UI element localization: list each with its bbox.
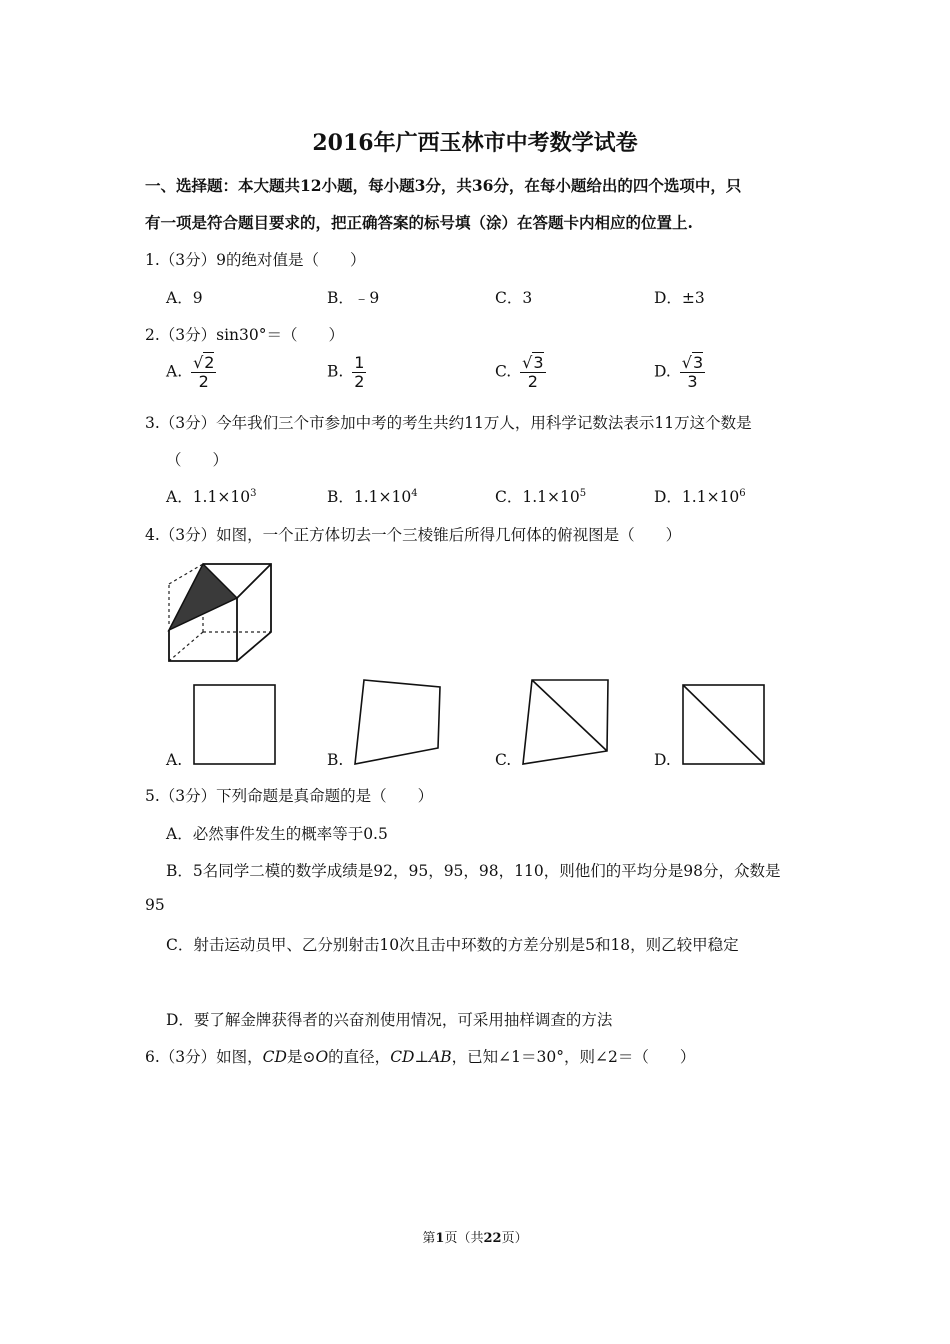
- question-5-option-b-continued: 95: [145, 896, 165, 914]
- question-2-option-c: [495, 354, 546, 391]
- segment-cd: CD: [390, 1048, 415, 1066]
- question-3-stem: 3.（3分）今年我们三个市参加中考的考生共约11万人，用科学记数法表示11万这个数是: [145, 414, 752, 432]
- numerator: √2: [193, 353, 215, 372]
- diagonal-line: [683, 685, 764, 764]
- segment-ab: AB: [429, 1048, 452, 1066]
- radicand: 2: [204, 353, 215, 372]
- stem-text: 的直径，: [328, 1048, 391, 1066]
- quadrilateral-shape: [355, 680, 440, 764]
- stem-text: 是⊙: [286, 1048, 316, 1066]
- question-3-option-d: [654, 485, 746, 507]
- option-text: B．1.1×10: [327, 488, 412, 506]
- footer-text: 页（共: [444, 1231, 484, 1246]
- question-2-stem: 2.（3分）sin30°＝（ ）: [145, 326, 345, 344]
- question-1-option-d: D．±3: [654, 289, 705, 307]
- radicand: 3: [692, 353, 704, 372]
- option-text: D．1.1×10: [654, 488, 740, 506]
- square-shape: [194, 685, 275, 764]
- question-2-option-a: [166, 354, 216, 391]
- section-instructions-line1: 一、选择题：本大题共12小题，每小题3分，共36分，在每小题给出的四个选项中，只: [145, 176, 742, 195]
- fraction: [520, 354, 545, 391]
- denominator: 2: [354, 372, 365, 391]
- quadrilateral-shape: [523, 680, 608, 764]
- section-instructions-line2: 有一项是符合题目要求的，把正确答案的标号填（涂）在答题卡内相应的位置上.: [145, 213, 693, 232]
- question-4-option-c-label: C.: [495, 751, 512, 769]
- cube-figure: [165, 560, 275, 665]
- question-4-option-d-label: D.: [654, 751, 671, 769]
- question-4-option-b-label: B.: [327, 751, 344, 769]
- question-5-option-c: C．射击运动员甲、乙分别射击10次且击中环数的方差分别是5和18，则乙较甲稳定: [166, 936, 739, 954]
- question-1-stem: 1.（3分）9的绝对值是（ ）: [145, 251, 366, 269]
- question-3-stem-continued: （ ）: [166, 451, 229, 469]
- exponent: 5: [579, 487, 587, 499]
- numerator: √3: [681, 353, 704, 372]
- page-number: 1: [435, 1231, 445, 1246]
- question-4-option-d-figure: [682, 684, 766, 766]
- question-4-option-a-figure: [193, 684, 277, 766]
- fraction: [680, 354, 705, 391]
- question-1-option-a: A．9: [166, 289, 203, 307]
- exponent: 3: [250, 487, 257, 499]
- option-text: A．1.1×10: [166, 488, 251, 506]
- visible-edge: [237, 564, 271, 598]
- question-2-option-b: [327, 354, 366, 391]
- option-label: B.: [327, 362, 344, 381]
- segment-cd: CD: [262, 1048, 287, 1066]
- circle-o: O: [315, 1048, 329, 1066]
- question-5-option-a: A．必然事件发生的概率等于0.5: [166, 825, 388, 843]
- question-4-option-c-figure: [521, 678, 611, 768]
- question-2-option-d: [654, 354, 705, 391]
- hidden-edge: [169, 632, 203, 661]
- perp-symbol: ⊥: [414, 1048, 430, 1066]
- question-3-option-a: [166, 485, 256, 507]
- page-footer: [0, 1227, 950, 1246]
- question-4-option-b-figure: [353, 678, 443, 768]
- denominator: 3: [687, 372, 698, 391]
- denominator: 2: [198, 372, 209, 391]
- option-label: A.: [166, 362, 183, 381]
- question-3-option-c: [495, 485, 586, 507]
- footer-text: 第: [422, 1231, 436, 1246]
- option-text: C．1.1×10: [495, 488, 580, 506]
- page-total: 22: [483, 1231, 502, 1246]
- exponent: 6: [739, 487, 746, 499]
- question-5-option-b: B．5名同学二模的数学成绩是92，95，95，98，110，则他们的平均分是98分，众数是: [166, 862, 781, 880]
- question-1-option-b: B．﹣9: [327, 289, 380, 307]
- footer-text: 页）: [501, 1231, 528, 1246]
- diagonal-line: [532, 680, 607, 751]
- question-3-option-b: [327, 485, 418, 507]
- option-label: C.: [495, 362, 512, 381]
- question-4-option-a-label: A.: [166, 751, 183, 769]
- question-6-stem: [145, 1045, 695, 1067]
- exponent: 4: [411, 487, 418, 499]
- fraction: [191, 354, 216, 391]
- radicand: 3: [533, 353, 544, 372]
- fraction: [352, 354, 366, 391]
- stem-text: ，已知∠1＝30°，则∠2＝（ ）: [451, 1048, 696, 1066]
- numerator: 1: [354, 353, 365, 372]
- numerator: √3: [522, 353, 544, 372]
- question-4-stem: 4.（3分）如图，一个正方体切去一个三棱锥后所得几何体的俯视图是（ ）: [145, 526, 682, 544]
- page-title: 2016年广西玉林市中考数学试卷: [312, 130, 638, 156]
- question-5-option-d: D．要了解金牌获得者的兴奋剂使用情况，可采用抽样调查的方法: [166, 1011, 613, 1029]
- denominator: 2: [527, 372, 538, 391]
- cut-face: [169, 564, 237, 630]
- question-5-stem: 5.（3分）下列命题是真命题的是（ ）: [145, 787, 434, 805]
- stem-text: 6.（3分）如图，: [145, 1048, 263, 1066]
- option-label: D.: [654, 362, 671, 381]
- question-1-option-c: C．3: [495, 289, 533, 307]
